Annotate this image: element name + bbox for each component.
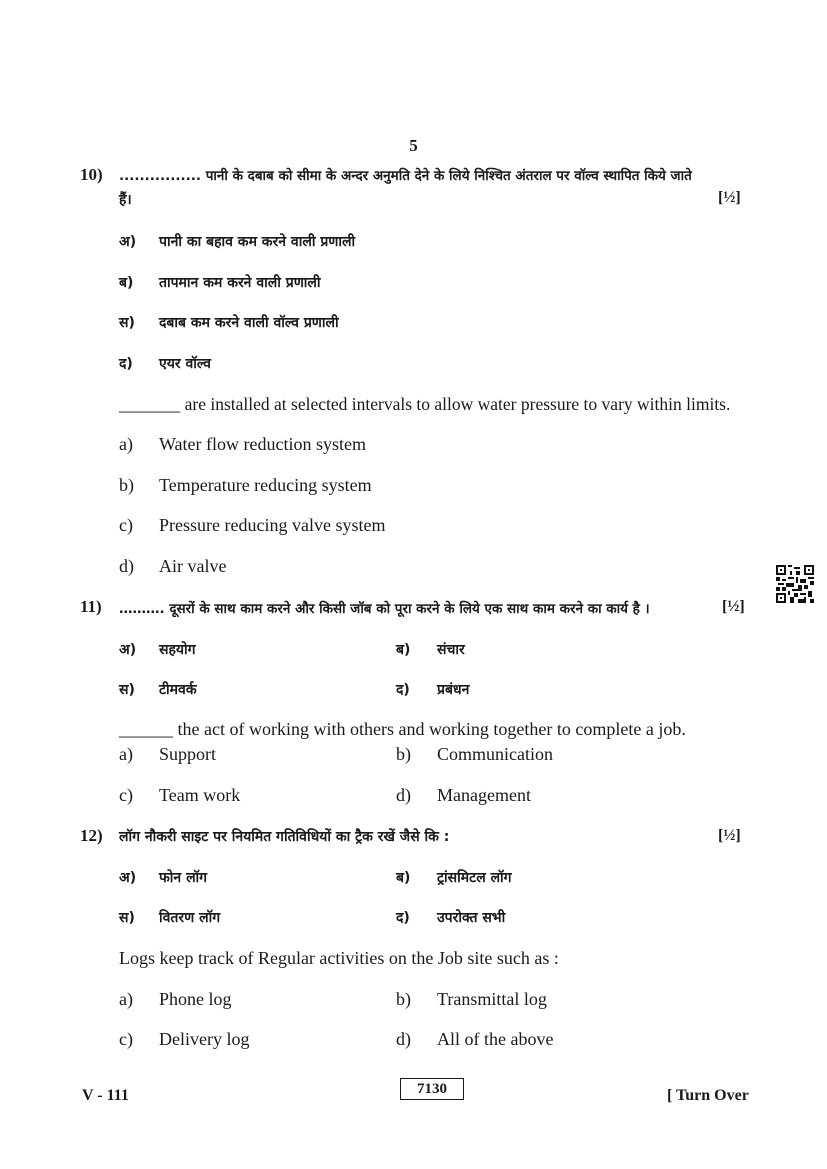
english-question-text: _______ are installed at selected intervals to allow water pressure to vary within limits.	[119, 394, 731, 414]
option-text: दबाब कम करने वाली वॉल्व प्रणाली	[159, 315, 339, 331]
option-label: स)	[119, 910, 135, 926]
option-label: a)	[119, 434, 133, 454]
question-number: 11)	[80, 597, 102, 616]
option-label: अ)	[119, 234, 137, 250]
option-label: a)	[119, 744, 133, 764]
qr-code-icon	[776, 565, 814, 603]
paper-code: V - 111	[82, 1087, 129, 1104]
option-text: Water flow reduction system	[159, 434, 366, 454]
option-label: b)	[119, 475, 134, 495]
option-text: Delivery log	[159, 1029, 250, 1049]
option-text: Air valve	[159, 556, 227, 576]
hindi-question-text: ………. दूसरों के साथ काम करने और किसी जॉब को पूरा करने के लिये एक साथ काम करने का कार्य है ।	[119, 601, 650, 617]
option-label: ब)	[119, 275, 134, 291]
marks-label: [½]	[718, 189, 741, 206]
english-question-text: Logs keep track of Regular activities on the Job site such as :	[119, 948, 559, 968]
option-text: एयर वॉल्व	[159, 356, 211, 372]
option-label: अ)	[119, 870, 137, 886]
option-label: d)	[396, 785, 411, 805]
option-label: b)	[396, 744, 411, 764]
marks-label: [½]	[722, 598, 745, 615]
option-label: b)	[396, 989, 411, 1009]
option-label: द)	[119, 356, 133, 372]
option-label: c)	[119, 515, 133, 535]
option-text: सहयोग	[159, 642, 196, 658]
turn-over-label: [ Turn Over	[667, 1087, 749, 1104]
question-number: 12)	[80, 826, 103, 845]
option-text: उपरोक्त सभी	[437, 910, 506, 926]
option-label: द)	[396, 682, 410, 698]
option-text: वितरण लॉग	[159, 910, 221, 926]
serial-number-box: 7130	[400, 1078, 464, 1100]
hindi-question-text: लॉग नौकरी साइट पर नियमित गतिविधियों का ट्रैक रखें जैसे कि :	[119, 829, 450, 845]
option-text: Temperature reducing system	[159, 475, 372, 495]
option-label: स)	[119, 315, 135, 331]
option-label: c)	[119, 1029, 133, 1049]
option-label: c)	[119, 785, 133, 805]
option-text: Management	[437, 785, 531, 805]
option-label: अ)	[119, 642, 137, 658]
option-text: Pressure reducing valve system	[159, 515, 386, 535]
option-label: ब)	[396, 870, 411, 886]
option-label: ब)	[396, 642, 411, 658]
option-label: स)	[119, 682, 135, 698]
option-text: फोन लॉग	[159, 870, 208, 886]
option-text: प्रबंधन	[437, 682, 470, 698]
option-text: पानी का बहाव कम करने वाली प्रणाली	[159, 234, 356, 250]
question-number: 10)	[80, 165, 103, 184]
option-text: Phone log	[159, 989, 232, 1009]
option-label: d)	[396, 1029, 411, 1049]
option-text: Transmittal log	[437, 989, 547, 1009]
option-text: Team work	[159, 785, 241, 805]
marks-label: [½]	[718, 827, 741, 844]
option-text: टीमवर्क	[159, 682, 197, 698]
page-number: 5	[409, 136, 418, 155]
hindi-question-text-cont: हैं।	[119, 192, 132, 208]
option-text: All of the above	[437, 1029, 554, 1049]
option-text: तापमान कम करने वाली प्रणाली	[159, 275, 321, 291]
option-text: Support	[159, 744, 217, 764]
option-label: a)	[119, 989, 133, 1009]
option-text: Communication	[437, 744, 553, 764]
hindi-question-text: ................ पानी के दबाब को सीमा के अन्दर अनुमति देने के लिये निश्चित अंतराल पर वॉल्व स्थापित किये जाते	[119, 168, 692, 184]
option-label: द)	[396, 910, 410, 926]
english-question-text: ______ the act of working with others and working together to complete a job.	[119, 719, 686, 739]
option-label: d)	[119, 556, 134, 576]
option-text: ट्रांसमिटल लॉग	[437, 870, 512, 886]
option-text: संचार	[437, 642, 465, 658]
